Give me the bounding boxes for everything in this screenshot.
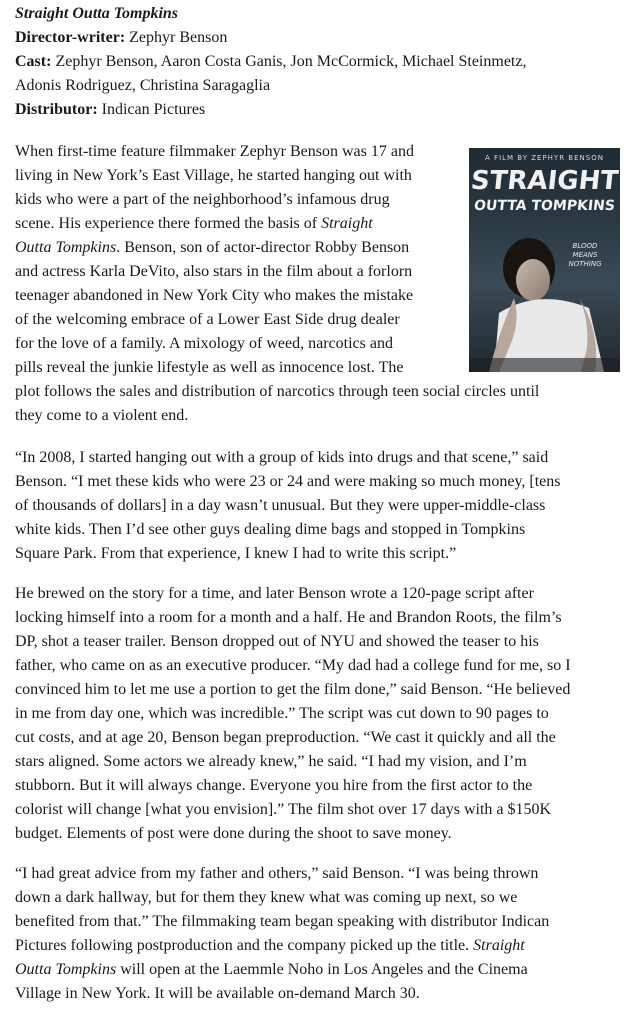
p3-line: He brewed on the story for a time, and later Benson wrote a 120-page script after (15, 585, 534, 602)
p2-line: white kids. Then I’d see other guys dealing dime bags and stopped in Tompkins (15, 521, 526, 538)
p1-line: and actress Karla DeVito, also stars in the film about a forlorn (15, 263, 413, 280)
film-title-italic: Straight (473, 937, 525, 954)
p1-line: plot follows the sales and distribution of narcotics through teen social circles until (15, 383, 540, 400)
poster-title-2: OUTTA TOMPKINS (473, 198, 616, 214)
film-title-italic: Outta Tompkins (15, 961, 117, 978)
film-title-italic: Outta Tompkins (15, 239, 117, 256)
distributor-line (15, 98, 627, 122)
p1-line: of the welcoming embrace of a Lower East Side drug dealer (15, 311, 400, 328)
distributor-label: Distributor: (15, 101, 98, 118)
cast-value-1: Zephyr Benson, Aaron Costa Ganis, Jon McCormick, Michael Steinmetz, (55, 53, 527, 70)
p4-line: Village in New York. It will be available on-demand March 30. (15, 985, 420, 1002)
cast-label: Cast: (15, 53, 52, 70)
p3-line: stubborn. But it will always change. Everyone you hire from the first actor to the (15, 777, 533, 794)
p1-line: When first-time feature filmmaker Zephyr Benson was 17 and (15, 143, 414, 160)
p1-line: teenager abandoned in New York City who makes the mistake (15, 287, 414, 304)
p4-line: benefited from that.” The filmmaking team began speaking with distributor Indican (15, 913, 550, 930)
p3-line: cut costs, and at age 20, Benson began preproduction. “We cast it quickly and all the (15, 729, 556, 746)
p1-text: . Benson, son of actor-director Robby Benson (116, 239, 410, 256)
director-label: Director-writer: (15, 29, 126, 46)
p4-line (15, 934, 549, 958)
paragraph-4 (15, 862, 549, 1006)
p1-text: scene. His experience there formed the basis of (15, 215, 322, 232)
p4-line: down a dark hallway, but for them they knew what was coming up next, so we (15, 889, 518, 906)
cast-line (15, 50, 627, 74)
p3-line: colorist will change [what you envision].” The film shot over 17 days with a $150K (15, 801, 552, 818)
p4-line (15, 958, 549, 982)
p1-line (15, 212, 539, 236)
p4-line: “I had great advice from my father and others,” said Benson. “I was being thrown (15, 865, 539, 882)
p4-text: will open at the Laemmle Noho in Los Angeles and the Cinema (116, 961, 528, 978)
p2-line: “In 2008, I started hanging out with a group of kids into drugs and that scene,” said (15, 449, 549, 466)
p3-line: convinced him to let me use a portion to get the film done,” said Benson. “He believed (15, 681, 571, 698)
p4-text: Pictures following postproduction and the company picked up the title. (15, 937, 474, 954)
film-title: Straight Outta Tompkins (15, 5, 179, 22)
p3-line: in me from day one, which was incredible.” The script was cut down to 90 pages to (15, 705, 549, 722)
p3-line: stars aligned. Some actors we already knew,” he said. “I had my vision, and I’m (15, 753, 527, 770)
poster-tagline-1: BLOOD MEANS (572, 242, 598, 259)
paragraph-2 (15, 446, 561, 566)
article (15, 2, 627, 1002)
poster-credit: A FILM BY ZEPHYR BENSON (485, 154, 604, 162)
p2-line: of thousands of dollars] in a day wasn’t unusual. But they were upper-middle-class (15, 497, 546, 514)
distributor-value: Indican Pictures (101, 101, 206, 118)
p3-line: budget. Elements of post were done during the shoot to save money. (15, 825, 452, 842)
p1-line: living in New York’s East Village, he started hanging out with (15, 167, 412, 184)
director-line (15, 26, 627, 50)
paragraph-1 (15, 140, 539, 428)
p3-line: father, who came on as an executive producer. “My dad had a college fund for me, so I (15, 657, 571, 674)
poster-title-1: STRAIGHT (469, 166, 620, 196)
film-title-italic: Straight (321, 215, 373, 232)
p3-line: DP, shot a teaser trailer. Benson dropped out of NYU and showed the teaser to his (15, 633, 539, 650)
p2-line: Benson. “I met these kids who were 23 or 24 and were making so much money, [tens (15, 473, 561, 490)
p1-line: for the love of a family. A mixology of weed, narcotics and (15, 335, 393, 352)
director-value: Zephyr Benson (129, 29, 228, 46)
p1-line: pills reveal the junkie lifestyle as well as innocence lost. The (15, 359, 404, 376)
poster-tagline (560, 242, 610, 269)
paragraph-3 (15, 582, 571, 846)
p2-line: Square Park. From that experience, I knew I had to write this script.” (15, 545, 457, 562)
p3-line: locking himself into a room for a month and a half. He and Brandon Roots, the film’s (15, 609, 562, 626)
p1-line (15, 236, 539, 260)
p1-line: kids who were a part of the neighborhood’s infamous drug (15, 191, 390, 208)
poster-tagline-2: NOTHING (568, 260, 602, 268)
movie-poster (469, 148, 620, 372)
p1-line: they come to a violent end. (15, 407, 189, 424)
cast-line-2: Adonis Rodriguez, Christina Saragaglia (15, 77, 271, 94)
